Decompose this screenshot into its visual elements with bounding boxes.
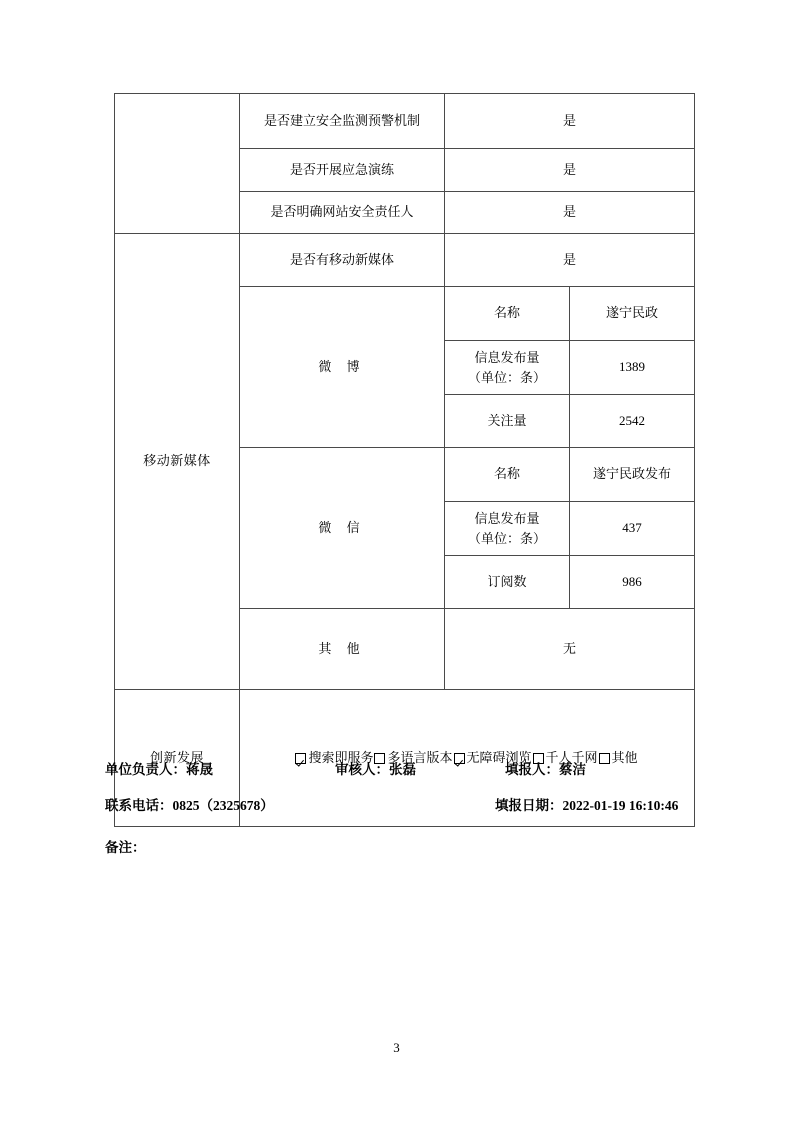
- weixin-publish-count-label: 信息发布量 （单位：条）: [445, 502, 570, 556]
- weibo-name-label: 名称: [445, 287, 570, 341]
- other-media-value: 无: [445, 609, 695, 690]
- remark-label: 备注：: [105, 840, 146, 855]
- security-warning-label: 是否建立安全监测预警机制: [240, 94, 445, 149]
- empty-section-cell: [115, 94, 240, 234]
- innovation-option-0[interactable]: 搜索即服务: [295, 749, 374, 768]
- weibo-followers-label: 关注量: [445, 395, 570, 448]
- weixin-name-value: 遂宁民政发布: [570, 448, 695, 502]
- phone-value: 0825（2325678）: [172, 798, 274, 813]
- emergency-drill-label: 是否开展应急演练: [240, 149, 445, 192]
- has-mobile-media-label: 是否有移动新媒体: [240, 234, 445, 287]
- has-mobile-media-value: 是: [445, 234, 695, 287]
- reviewer-field: 审核人：张磊: [335, 762, 416, 777]
- signature-block: [105, 752, 745, 878]
- weibo-publish-count-label: 信息发布量 （单位：条）: [445, 341, 570, 395]
- weibo-publish-count-value: 1389: [570, 341, 695, 395]
- innovation-label: 创新发展: [115, 690, 240, 827]
- weixin-label: 微 信: [240, 448, 445, 609]
- filler-field: 填报人：蔡洁: [505, 762, 586, 777]
- table-row: [115, 234, 695, 287]
- filler-value: 蔡洁: [559, 762, 586, 777]
- signature-row-2: [105, 794, 745, 836]
- innovation-option-3[interactable]: 千人千网: [533, 749, 599, 768]
- reviewer-value: 张磊: [389, 762, 416, 777]
- unit-head-field: 单位负责人：蒋晟: [105, 762, 213, 777]
- security-officer-label: 是否明确网站安全责任人: [240, 192, 445, 234]
- signature-row-3: [105, 836, 745, 878]
- weibo-label: 微 博: [240, 287, 445, 448]
- security-officer-value: 是: [445, 192, 695, 234]
- innovation-option-4[interactable]: 其他: [599, 749, 639, 768]
- security-warning-value: 是: [445, 94, 695, 149]
- page-number: 3: [393, 1040, 400, 1055]
- weibo-followers-value: 2542: [570, 395, 695, 448]
- phone-field: 联系电话：0825（2325678）: [105, 798, 274, 813]
- table-row: [115, 94, 695, 149]
- report-date-value: 2022-01-19 16:10:46: [562, 798, 679, 813]
- innovation-option-2[interactable]: 无障碍浏览: [454, 749, 533, 768]
- weibo-name-value: 遂宁民政: [570, 287, 695, 341]
- other-media-label: 其 他: [240, 609, 445, 690]
- unit-head-value: 蒋晟: [186, 762, 213, 777]
- innovation-option-1[interactable]: 多语言版本: [374, 749, 453, 768]
- weixin-publish-count-value: 437: [570, 502, 695, 556]
- weixin-name-label: 名称: [445, 448, 570, 502]
- mobile-media-section-label: 移动新媒体: [115, 234, 240, 690]
- signature-row-1: [105, 752, 745, 794]
- weixin-subscribers-label: 订阅数: [445, 556, 570, 609]
- emergency-drill-value: 是: [445, 149, 695, 192]
- report-table: [114, 93, 695, 827]
- weixin-subscribers-value: 986: [570, 556, 695, 609]
- report-date-field: 填报日期：2022-01-19 16:10:46: [495, 798, 679, 813]
